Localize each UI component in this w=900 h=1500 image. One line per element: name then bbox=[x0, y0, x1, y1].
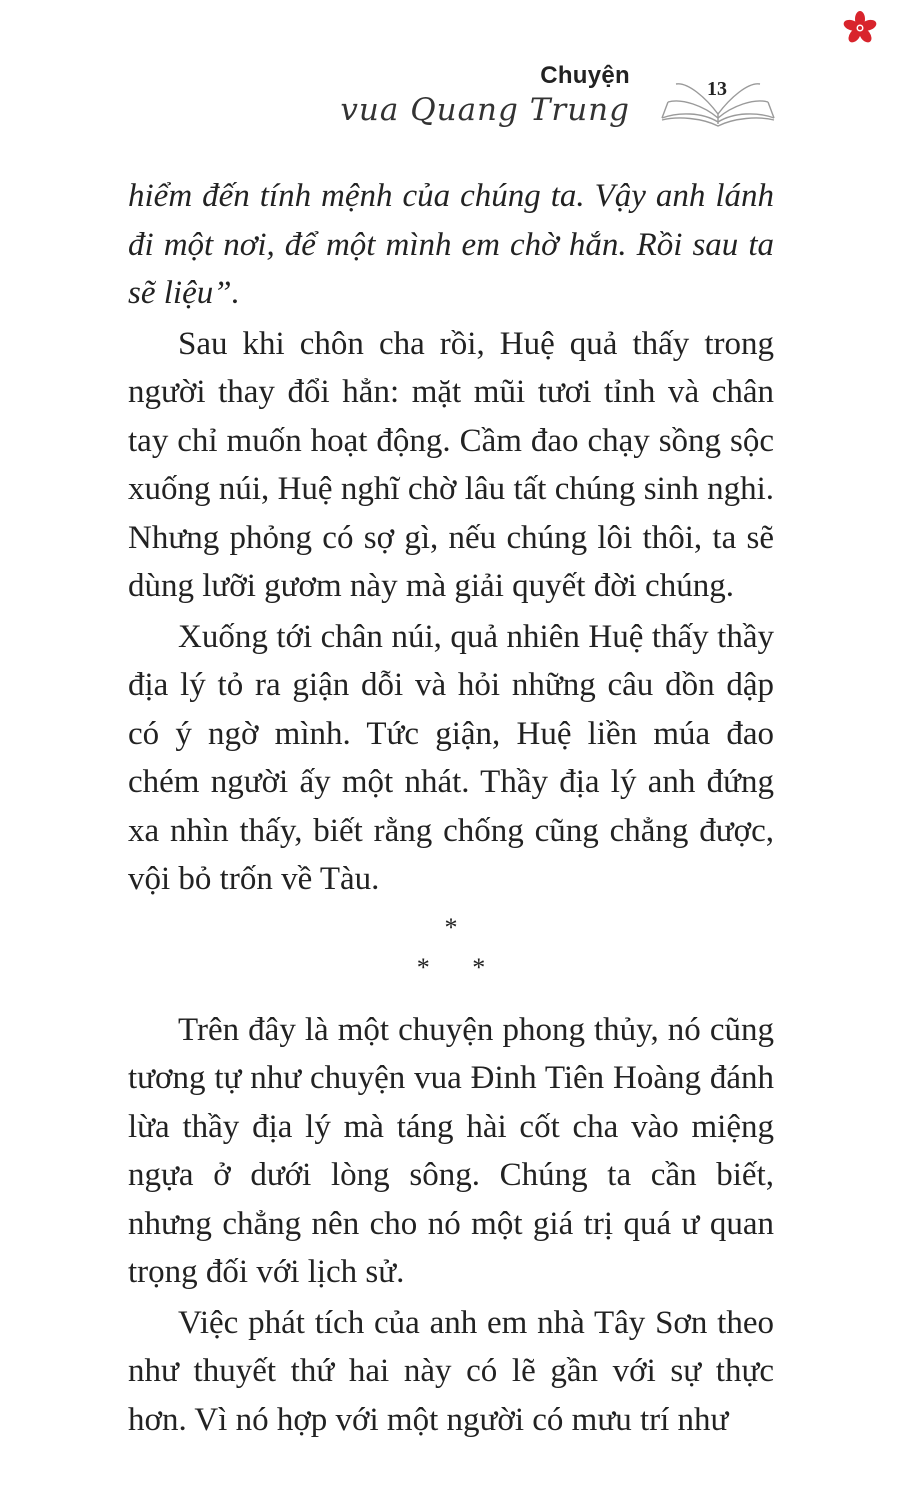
separator-top-asterisk: * bbox=[444, 912, 458, 942]
page-number: 13 bbox=[707, 78, 727, 100]
section-separator bbox=[128, 908, 774, 988]
paragraph: Xuống tới chân núi, quả nhiên Huệ thấy thầy địa lý tỏ ra giận dỗi và hỏi những câu dồn dập có ý ngờ mình. Tức giận, Huệ liền múa đao chém người ấy một nhát. Thầy địa lý anh đứng xa nhìn thấy, biết rằng chống cũng chẳng được, vội bỏ trốn về Tàu. bbox=[128, 618, 774, 897]
book-subtitle: vua Quang Trung bbox=[340, 92, 630, 128]
paragraph: Sau khi chôn cha rồi, Huệ quả thấy trong người thay đổi hẳn: mặt mũi tươi tỉnh và chân tay chỉ muốn hoạt động. Cầm đao chạy sồng sộc xuống núi, Huệ nghĩ chờ lâu tất chúng sinh nghi. Nhưng phỏng có sợ gì, nếu chúng lôi thôi, ta sẽ dùng lưỡi gươm này mà giải quyết đời chúng. bbox=[128, 325, 774, 604]
paragraph: Việc phát tích của anh em nhà Tây Sơn theo như thuyết thứ hai này có lẽ gần với sự thực hơn. Vì nó hợp với một người có mưu trí như bbox=[128, 1304, 774, 1438]
paragraph: Trên đây là một chuyện phong thủy, nó cũng tương tự như chuyện vua Đinh Tiên Hoàng đánh lừa thầy địa lý mà táng hài cốt cha vào miệng ngựa ở dưới lòng sông. Chúng ta cần biết, nhưng chẳng nên cho nó một giá trị quá ư quan trọng đối với lịch sử. bbox=[128, 1011, 774, 1290]
separator-asterisk-left: * bbox=[416, 952, 430, 982]
paragraph: hiểm đến tính mệnh của chúng ta. Vậy anh lánh đi một nơi, để một mình em chờ hắn. Rồi sau ta sẽ liệu”. bbox=[128, 178, 774, 311]
separator-bottom bbox=[128, 948, 774, 988]
page-body bbox=[128, 172, 774, 1444]
book-title: Chuyện bbox=[540, 62, 630, 89]
flower-logo-icon bbox=[842, 10, 878, 46]
separator-asterisk-right: * bbox=[472, 952, 486, 982]
